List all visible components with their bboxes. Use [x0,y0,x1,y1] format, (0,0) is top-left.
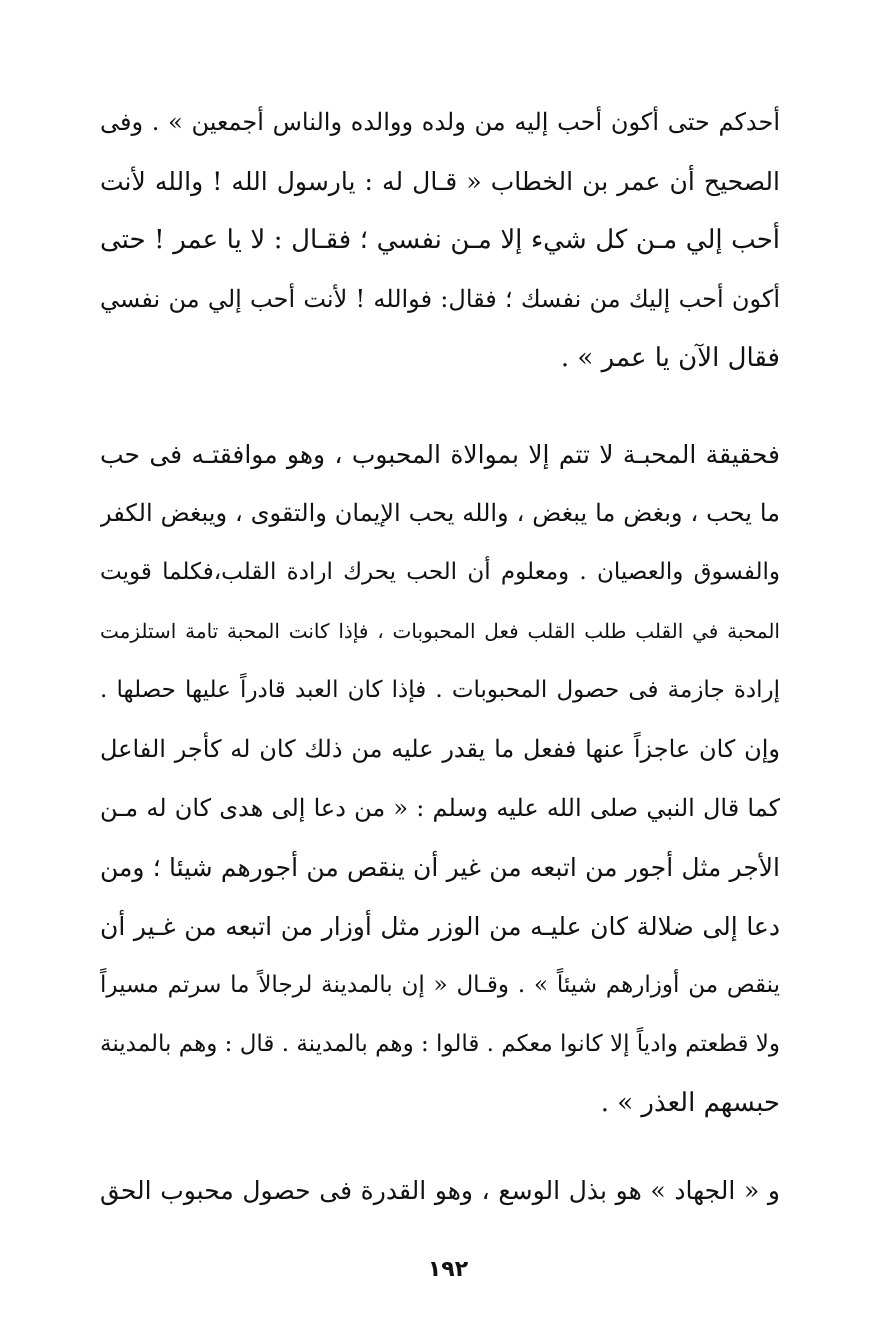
paragraph-2 [100,425,780,1133]
text-line: فحقيقة المحبـة لا تتم إلا بموالاة المحبوب ، وهو موافقتـه فى حب [100,440,780,469]
text-line: ولا قطعتم وادياً إلا كانوا معكم . قالوا : وهم بالمدينة . قال : وهم بالمدينة [100,1031,780,1057]
text-line: أحب إلي مـن كل شيء إلا مـن نفسي ؛ فقـال : لا يا عمر ! حتى [100,225,780,255]
text-line: وإن كان عاجزاً عنها ففعل ما يقدر عليه من ذلك كان له كأجر الفاعل [100,735,780,763]
text-line: أحدكم حتى أكون أحب إليه من ولده ووالده والناس أجمعين » . وفى [100,108,780,136]
text-line: دعا إلى ضلالة كان عليـه من الوزر مثل أوزار من اتبعه من غـير أن [100,912,780,941]
text-line: ينقص من أوزارهم شيئاً » . وقـال « إن بالمدينة لرجالاً ما سرتم مسيراً [100,972,780,998]
text-line: الصحيح أن عمر بن الخطاب « قـال له : يارسول الله ! والله لأنت [100,167,780,196]
page-number: ١٩٢ [427,1257,469,1282]
text-line: أكون أحب إليك من نفسك ؛ فقال: فوالله ! لأنت أحب إلي من نفسي [100,285,780,313]
text-line: حبسهم العذر » . [600,1088,780,1118]
text-line: فقال الآن يا عمر » . [560,343,780,373]
paragraph-3 [100,1161,780,1220]
text-line: الأجر مثل أجور من اتبعه من غير أن ينقص من أجورهم شيئا ؛ ومن [100,853,780,882]
text-line: و « الجهاد » هو بذل الوسع ، وهو القدرة فى حصول محبوب الحق [100,1176,780,1205]
text-line: ما يحب ، وبغض ما يبغض ، والله يحب الإيمان والتقوى ، ويبغض الكفر [100,499,780,527]
text-line: كما قال النبي صلى الله عليه وسلم : « من دعا إلى هدى كان له مـن [100,794,780,822]
paragraph-1 [100,93,780,388]
text-line: إرادة جازمة فى حصول المحبوبات . فإذا كان العبد قادراً عليها حصلها . [100,677,780,703]
text-line: المحبة في القلب طلب القلب فعل المحبوبات ، فإذا كانت المحبة تامة استلزمت [100,619,780,643]
text-line: والفسوق والعصيان . ومعلوم أن الحب يحرك ارادة القلب،فكلما قويت [100,559,780,585]
